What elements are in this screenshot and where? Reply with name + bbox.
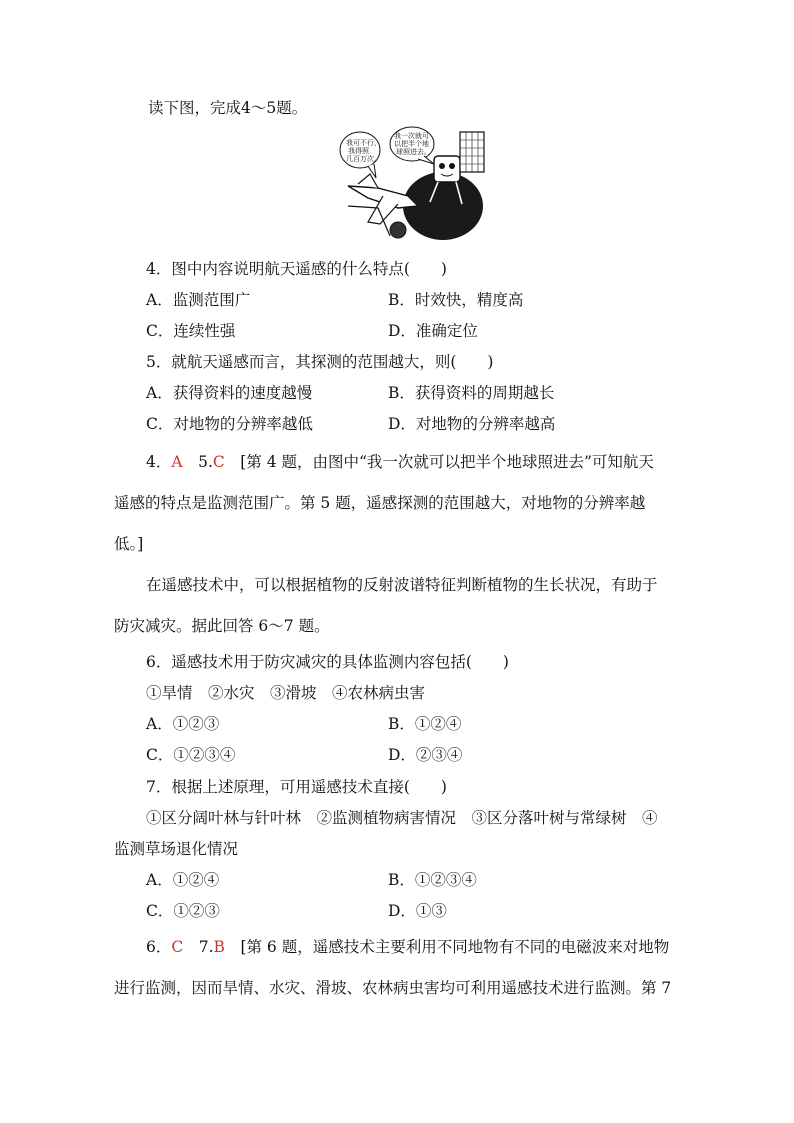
q6-option-c: C．①②③④ [146,746,236,764]
q7-items-line-2: 监测草场退化情况 [114,840,239,858]
q6-option-d: D．②③④ [388,746,463,764]
bubble-right-line-1: 我一次就可 [394,132,429,140]
answer-6-7-line-1 [146,937,669,957]
q6-option-a: A．①②③ [146,715,220,733]
q4-stem: 4．图中内容说明航天遥感的什么特点( ) [146,260,447,278]
q7-option-b: B．①②③④ [388,871,477,889]
q5-option-a: A．获得资料的速度越慢 [146,384,313,402]
answer-6-letter: C [171,938,184,956]
intro-text: 读下图，完成4～5题。 [148,99,308,117]
q4-option-c: C．连续性强 [146,322,236,340]
answer-6-7-explanation: [第 6 题，遥感技术主要利用不同地物有不同的电磁波来对地物 [224,938,670,956]
q4-option-a: A．监测范围广 [146,291,251,309]
answer-7-letter: B [213,938,225,956]
q7-option-a: A．①②④ [146,871,220,889]
answer-6-7-line-2: 进行监测，因而旱情、水灾、滑坡、农林病虫害均可利用遥感技术进行监测。第 7 [114,979,672,997]
satellite-cartoon-figure [338,126,490,250]
answer-5-letter: C [212,453,225,471]
q4-option-d: D．准确定位 [388,322,478,340]
answer-4-5-line-2: 遥感的特点是监测范围广。第 5 题，遥感探测的范围越大，对地物的分辨率越 [114,494,646,512]
intro-6-7-line-1: 在遥感技术中，可以根据植物的反射波谱特征判断植物的生长状况，有助于 [146,576,658,594]
answer-5-number: 5. [182,453,213,471]
q6-items: ①旱情 ②水灾 ③滑坡 ④农林病虫害 [146,684,426,702]
answer-4-5-explanation: [第 4 题，由图中“我一次就可以把半个地球照进去”可知航天 [224,453,654,471]
q6-stem: 6．遥感技术用于防灾减灾的具体监测内容包括( ) [146,653,509,671]
bubble-left-line-1: 我可不行， [346,139,381,147]
q5-stem: 5．就航天遥感而言，其探测的范围越大，则( ) [146,353,494,371]
answer-6-number: 6． [146,938,172,956]
answer-4-5-line-1 [146,452,654,472]
q6-option-b: B．①②④ [388,715,462,733]
answer-7-number: 7. [183,938,214,956]
bubble-right-line-3: 球照进去。 [396,148,431,156]
q4-option-b: B．时效快，精度高 [388,291,524,309]
answer-4-letter: A [171,453,183,471]
q7-stem: 7．根据上述原理，可用遥感技术直接( ) [146,778,447,796]
q7-items-line-1: ①区分阔叶林与针叶林 ②监测植物病害情况 ③区分落叶树与常绿树 ④ [146,809,658,827]
answer-4-5-line-3: 低。] [114,535,144,553]
q7-option-d: D．①③ [388,902,447,920]
q7-option-c: C．①②③ [146,902,220,920]
bubble-left-line-2: 我得照 [348,147,369,155]
q5-option-b: B．获得资料的周期越长 [388,384,555,402]
q5-option-d: D．对地物的分辨率越高 [388,415,556,433]
intro-6-7-line-2: 防灾减灾。据此回答 6～7 题。 [114,617,330,635]
bubble-right-line-2: 以把半个地 [394,140,429,148]
bubble-left-line-3: 几百万次。 [346,155,381,163]
q5-option-c: C．对地物的分辨率越低 [146,415,313,433]
answer-4-number: 4． [146,453,172,471]
